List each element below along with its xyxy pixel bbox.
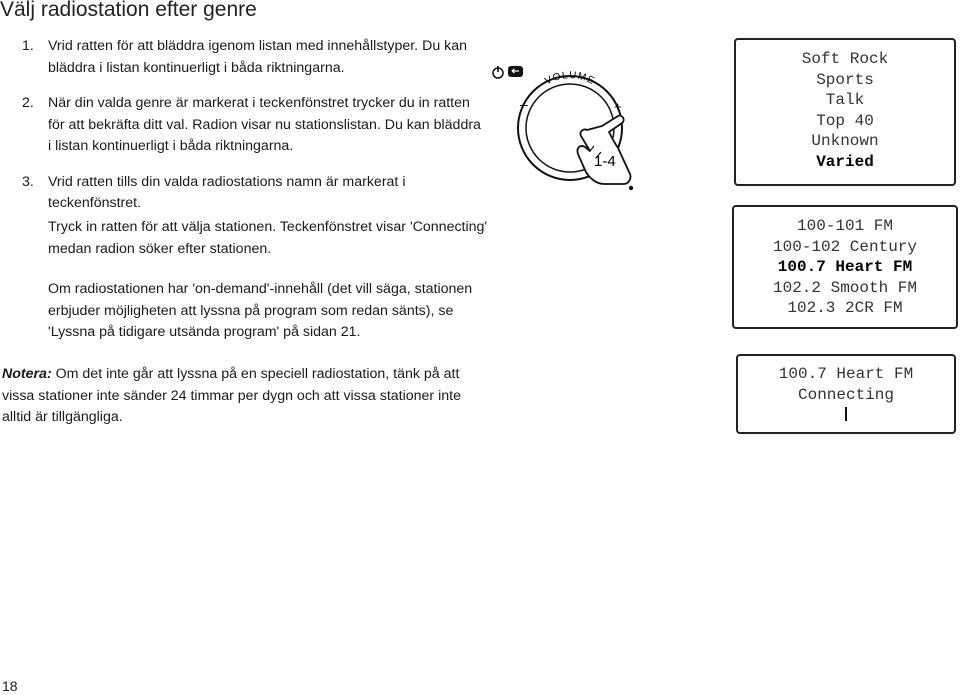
step-range-label: 1-4 (594, 153, 616, 170)
station-item-selected: 100.7 Heart FM (777, 258, 913, 277)
genre-item-selected: Varied (816, 152, 874, 171)
press-to-select-paragraph: Tryck in ratten för att välja stationen. Teckenfönstret visar 'Connecting' medan radion söker efter stationen. (48, 219, 488, 257)
genre-item: Unknown (811, 132, 879, 151)
step-number: 2. (22, 95, 34, 111)
note-paragraph (2, 364, 482, 429)
station-item: 102.3 2CR FM (787, 299, 903, 318)
step-text: Vrid ratten för att bläddra igenom listan med innehållstyper. Du kan bläddra i listan kontinuerligt i båda riktningarna. (48, 38, 468, 76)
back-icon (508, 66, 523, 77)
note-label: Notera: (2, 366, 52, 382)
volume-label: VOLUME (543, 70, 597, 88)
genre-item: Sports (816, 70, 874, 89)
connecting-station-name: 100.7 Heart FM (778, 365, 914, 383)
volume-plus-sign: + (614, 99, 622, 114)
volume-dial-svg (490, 56, 650, 206)
page-number: 18 (2, 678, 18, 694)
lcd-genre-list (734, 38, 956, 186)
volume-minus-sign: – (520, 96, 528, 112)
lcd-station-list (732, 205, 958, 329)
text-cursor (845, 407, 847, 421)
connecting-status: Connecting (797, 385, 894, 404)
note-text: Om det inte går att lyssna på en speciell radiostation, tänk på att vissa stationer inte sänder 24 timmar per dygn och att vissa stationer inte alltid är tillgängliga. (2, 366, 461, 425)
step-number: 1. (22, 38, 34, 54)
genre-item: Talk (825, 91, 865, 110)
step-item (22, 93, 482, 158)
step-item (22, 172, 482, 215)
genre-item: Soft Rock (801, 50, 889, 68)
station-item: 100-101 FM (796, 217, 893, 235)
page-title: Välj radiostation efter genre (0, 0, 257, 21)
step-item (22, 36, 482, 79)
on-demand-paragraph: Om radiostationen har 'on-demand'-innehåll (det vill säga, stationen erbjuder möjligheten att lyssna på program som redan sänts), se 'Lyssna på tidigare utsända program' på sidan 21. (48, 281, 473, 340)
step-text: Vrid ratten tills din valda radiostations namn är markerat i teckenfönstret. (48, 173, 406, 211)
step-text: När din valda genre är markerat i teckenfönstret trycker du in ratten för att bekräfta ditt val. Radion visar nu stationslistan. Du kan bläddra i listan kontinuerligt i båda riktningarna. (48, 95, 481, 154)
instruction-steps (22, 36, 482, 229)
lcd-connecting (736, 354, 956, 434)
genre-item: Top 40 (816, 111, 874, 130)
dial-dot-marker (629, 186, 633, 190)
volume-dial-illustration (490, 56, 650, 206)
step-number: 3. (22, 173, 34, 190)
station-item: 100-102 Century (772, 237, 918, 256)
power-icon (493, 66, 503, 78)
station-item: 102.2 Smooth FM (772, 278, 918, 297)
